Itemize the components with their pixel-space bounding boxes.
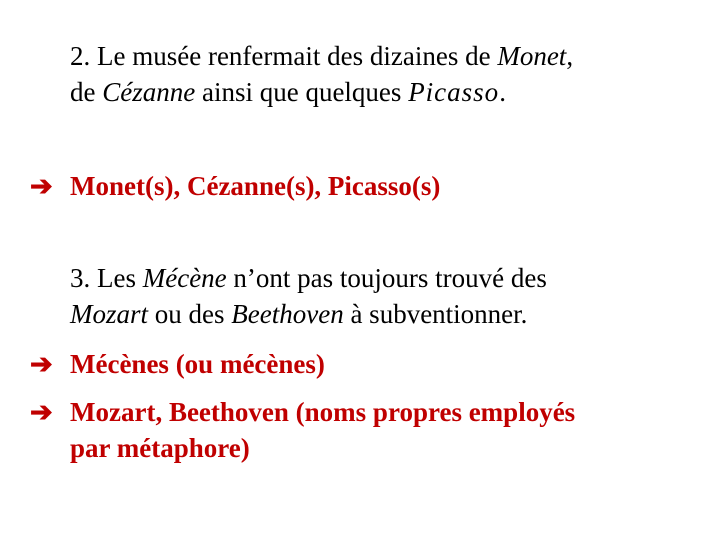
example1-prefix: 2. Le musée renfermait des dizaines de xyxy=(70,41,498,71)
example2-name-beethoven: Beethoven xyxy=(231,299,344,329)
example-sentence-2 xyxy=(70,260,690,332)
example1-name-cezanne: Cézanne xyxy=(102,77,196,107)
answer1-text: Monet(s), Cézanne(s), Picasso(s) xyxy=(70,171,441,201)
right-arrow-icon: ➔ xyxy=(30,397,53,427)
example2-name-mecene: Mécène xyxy=(142,263,227,293)
example1-mid: ainsi que quelques xyxy=(195,77,409,107)
example2-mid2: ou des xyxy=(148,299,232,329)
right-arrow-icon: ➔ xyxy=(30,171,53,201)
answer2-text: Mécènes (ou mécènes) xyxy=(70,349,325,379)
answer-2 xyxy=(30,346,710,382)
example2-prefix: 3. Les xyxy=(70,263,143,293)
answer-1 xyxy=(30,168,710,204)
example2-name-mozart: Mozart xyxy=(70,299,149,329)
answer3-text: Mozart, Beethoven (noms propres employés xyxy=(70,397,576,427)
example2-end: à subventionner. xyxy=(343,299,528,329)
answer-3 xyxy=(30,394,710,466)
answer3-text-continued: par métaphore) xyxy=(70,433,250,463)
right-arrow-icon: ➔ xyxy=(30,349,53,379)
example1-end: . xyxy=(499,77,506,107)
example1-name-picasso: Picasso xyxy=(408,77,500,107)
example2-mid: n’ont pas toujours trouvé des xyxy=(226,263,547,293)
example1-line2-start: de xyxy=(70,77,103,107)
example1-name-monet: Monet xyxy=(497,41,567,71)
example1-comma: , xyxy=(566,41,574,71)
example-sentence-1 xyxy=(70,38,690,110)
